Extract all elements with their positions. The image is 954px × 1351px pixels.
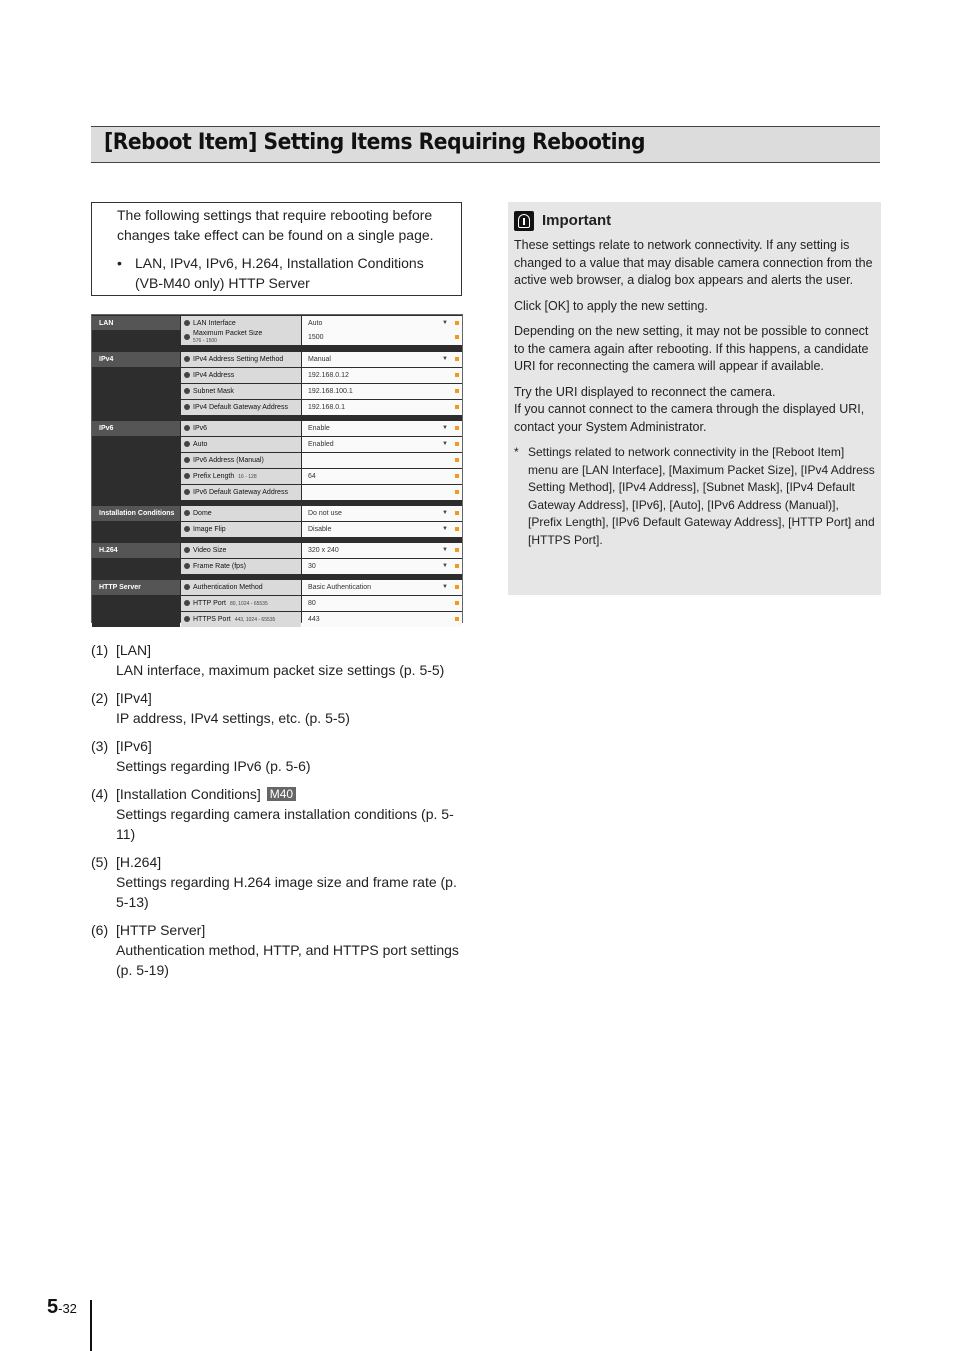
reboot-required-icon [455, 357, 459, 361]
important-header [514, 211, 611, 231]
list-item-description: Settings regarding IPv6 (p. 5-6) [116, 758, 311, 774]
reboot-required-icon [455, 527, 459, 531]
expand-knob-icon[interactable] [184, 441, 190, 447]
important-paragraph: These settings relate to network connectivity. If any setting is changed to a value that may disable camera connection from the active web browser, a dialog box appears and alerts the user. [514, 238, 873, 287]
intro-text: The following settings that require rebooting before changes take effect can be found on a single page. [117, 207, 434, 243]
settings-value: 80 [308, 600, 316, 607]
expand-knob-icon[interactable] [184, 425, 190, 431]
settings-value: Auto [308, 320, 323, 327]
list-item [91, 736, 471, 776]
settings-row [92, 421, 462, 436]
settings-label [181, 352, 301, 367]
settings-label-text: Maximum Packet Size [193, 330, 263, 337]
expand-knob-icon[interactable] [184, 489, 190, 495]
list-item-head [91, 736, 471, 756]
important-box [508, 202, 881, 595]
expand-knob-icon[interactable] [184, 547, 190, 553]
reboot-required-icon [455, 442, 459, 446]
list-item-head [91, 784, 471, 804]
list-item [91, 920, 471, 980]
intro-bullet [117, 253, 447, 293]
expand-knob-icon[interactable] [184, 404, 190, 410]
settings-value: 64 [308, 473, 316, 480]
list-item [91, 852, 471, 912]
settings-category: H.264 [92, 543, 180, 558]
settings-row [92, 559, 462, 574]
dropdown-arrow-icon[interactable]: ▼ [442, 584, 448, 590]
settings-row [92, 352, 462, 367]
page-number [47, 1296, 77, 1319]
list-item-title-text: [LAN] [116, 642, 152, 658]
settings-label [181, 330, 301, 345]
list-item-title-text: [HTTP Server] [116, 922, 206, 938]
settings-label-text: Subnet Mask [193, 388, 234, 395]
expand-knob-icon[interactable] [184, 510, 190, 516]
expand-knob-icon[interactable] [184, 526, 190, 532]
settings-category [92, 469, 180, 484]
reboot-required-icon [455, 601, 459, 605]
settings-value: Basic Authentication [308, 584, 372, 591]
settings-value: 320 x 240 [308, 547, 339, 554]
settings-row [92, 316, 462, 331]
list-item-title [116, 640, 151, 660]
settings-category [92, 559, 180, 574]
important-note [514, 444, 876, 549]
settings-screenshot [91, 314, 463, 623]
settings-select[interactable] [302, 437, 462, 452]
important-icon [514, 211, 534, 231]
important-paragraph: If you cannot connect to the camera through the displayed URI, contact your System Administrator. [514, 402, 865, 434]
settings-value: Do not use [308, 510, 342, 517]
settings-label-text: IPv4 Default Gateway Address [193, 404, 288, 411]
intro-bullet-text: LAN, IPv4, IPv6, H.264, Installation Conditions (VB-M40 only) HTTP Server [135, 255, 424, 291]
settings-label [181, 400, 301, 415]
settings-row [92, 612, 462, 627]
settings-range: 16 - 128 [238, 474, 257, 480]
dropdown-arrow-icon[interactable]: ▼ [442, 510, 448, 516]
settings-category [92, 437, 180, 452]
settings-label-text: IPv6 Address (Manual) [193, 457, 264, 464]
dropdown-arrow-icon[interactable]: ▼ [442, 526, 448, 532]
settings-category: IPv6 [92, 421, 180, 436]
settings-label [181, 596, 301, 611]
page-suffix: -32 [58, 1301, 77, 1316]
settings-range: 443, 1024 - 65535 [234, 617, 276, 623]
settings-label-text: Dome [193, 510, 212, 517]
reboot-required-icon [455, 511, 459, 515]
list-item-head [91, 640, 471, 660]
important-title: Important [542, 212, 612, 230]
list-item-head [91, 920, 471, 940]
settings-label-text: Prefix Length [193, 473, 235, 480]
list-item-title [116, 688, 152, 708]
settings-category: IPv4 [92, 352, 180, 367]
list-item [91, 784, 471, 844]
model-badge: M40 [267, 787, 296, 801]
settings-label [181, 316, 301, 331]
reboot-required-icon [455, 585, 459, 589]
dropdown-arrow-icon[interactable]: ▼ [442, 547, 448, 553]
reboot-required-icon [455, 564, 459, 568]
settings-value: 30 [308, 563, 316, 570]
settings-category [92, 368, 180, 383]
list-item-description: IP address, IPv4 settings, etc. (p. 5-5) [116, 710, 350, 726]
settings-label-text: Image Flip [193, 526, 226, 533]
settings-label-text: Authentication Method [193, 584, 263, 591]
reboot-required-icon [455, 335, 459, 339]
settings-row [92, 437, 462, 452]
settings-category [92, 384, 180, 399]
dropdown-arrow-icon[interactable]: ▼ [442, 320, 448, 326]
settings-value: 192.168.0.1 [308, 404, 345, 411]
important-paragraph: Click [OK] to apply the new setting. [514, 298, 708, 313]
settings-label-text: HTTPS Port [193, 616, 231, 623]
important-body [514, 237, 876, 549]
list-item-head [91, 852, 471, 872]
settings-value: Manual [308, 356, 331, 363]
settings-input[interactable] [302, 384, 462, 399]
settings-category [92, 453, 180, 468]
settings-label [181, 522, 301, 537]
expand-knob-icon[interactable] [184, 584, 190, 590]
note-asterisk: * [514, 445, 519, 459]
important-paragraph: Depending on the new setting, it may not be possible to connect to the camera again after rebooting. If this happens, a candidate URI for reconnecting the camera will appear if available. [514, 324, 869, 373]
settings-row [92, 368, 462, 383]
settings-value: 192.168.100.1 [308, 388, 353, 395]
reboot-required-icon [455, 548, 459, 552]
settings-select[interactable] [302, 316, 462, 331]
list-item-title [116, 920, 205, 940]
expand-knob-icon[interactable] [184, 457, 190, 463]
expand-knob-icon[interactable] [184, 372, 190, 378]
settings-input[interactable] [302, 400, 462, 415]
settings-label-text: Frame Rate (fps) [193, 563, 246, 570]
settings-category [92, 612, 180, 627]
settings-row [92, 384, 462, 399]
settings-select[interactable] [302, 580, 462, 595]
settings-row [92, 330, 462, 345]
settings-label-text: Video Size [193, 547, 227, 554]
dropdown-arrow-icon[interactable]: ▼ [442, 563, 448, 569]
settings-input[interactable] [302, 485, 462, 500]
list-item-number: (4) [91, 786, 109, 802]
list-item-number: (5) [91, 854, 109, 870]
settings-label [181, 506, 301, 521]
list-item-description: Authentication method, HTTP, and HTTPS port settings (p. 5-19) [116, 942, 459, 978]
reboot-required-icon [455, 321, 459, 325]
reboot-required-icon [455, 474, 459, 478]
reboot-required-icon [455, 426, 459, 430]
list-item-number: (1) [91, 642, 109, 658]
settings-label-text: IPv6 [193, 425, 208, 432]
settings-row [92, 506, 462, 521]
settings-category: LAN [92, 316, 180, 331]
expand-knob-icon[interactable] [184, 388, 190, 394]
list-item-number: (3) [91, 738, 109, 754]
page-title: [Reboot Item] Setting Items Requiring Rebooting [104, 130, 646, 155]
settings-input[interactable] [302, 330, 462, 345]
settings-value: Enabled [308, 441, 334, 448]
settings-row [92, 596, 462, 611]
settings-value: Disable [308, 526, 332, 533]
settings-label-text: IPv6 Default Gateway Address [193, 489, 288, 496]
settings-category: HTTP Server [92, 580, 180, 595]
settings-label [181, 559, 301, 574]
list-item [91, 640, 471, 680]
expand-knob-icon[interactable] [184, 356, 190, 362]
expand-knob-icon[interactable] [184, 320, 190, 326]
settings-select[interactable] [302, 522, 462, 537]
list-item-number: (2) [91, 690, 109, 706]
settings-label [181, 469, 301, 484]
settings-select[interactable] [302, 421, 462, 436]
list-item-title [116, 852, 161, 872]
settings-label [181, 612, 301, 627]
settings-label [181, 580, 301, 595]
list-item-head [91, 688, 471, 708]
settings-label-text: Auto [193, 441, 208, 448]
settings-input[interactable] [302, 368, 462, 383]
expand-knob-icon[interactable] [184, 616, 190, 622]
bullet-dot: • [117, 255, 122, 271]
reboot-required-icon [455, 458, 459, 462]
reboot-required-icon [455, 373, 459, 377]
settings-label [181, 453, 301, 468]
settings-row [92, 400, 462, 415]
settings-input[interactable] [302, 596, 462, 611]
settings-label-text: IPv4 Address Setting Method [193, 356, 284, 363]
settings-input[interactable] [302, 469, 462, 484]
settings-row [92, 453, 462, 468]
settings-category [92, 596, 180, 611]
settings-input[interactable] [302, 453, 462, 468]
settings-range: 576 - 1500 [193, 338, 217, 344]
list-item-title [116, 784, 296, 804]
list-item-title-text: [IPv4] [116, 690, 152, 706]
settings-value: 192.168.0.12 [308, 372, 349, 379]
important-note-text: Settings related to network connectivity in the [Reboot Item] menu are [LAN Interface], [Maximum Packet Size], [IPv4 Address Setting Method], [IPv4 Address], [Subnet Mask], [IPv4 Default Gateway Address], [IPv6], [Auto], [IPv6 Address (Manual)], [Prefix Length], [IPv6 Default Gateway Address], [HTTP Port] and [HTTPS Port]. [528, 445, 875, 547]
settings-row [92, 485, 462, 500]
settings-value: Enable [308, 425, 330, 432]
settings-range: 80, 1024 - 65535 [229, 601, 268, 607]
reboot-required-icon [455, 389, 459, 393]
expand-knob-icon[interactable] [184, 334, 190, 340]
settings-label-text: LAN Interface [193, 320, 236, 327]
dropdown-arrow-icon[interactable]: ▼ [442, 441, 448, 447]
list-item-title [116, 736, 152, 756]
settings-select[interactable] [302, 506, 462, 521]
dropdown-arrow-icon[interactable]: ▼ [442, 425, 448, 431]
settings-category [92, 485, 180, 500]
settings-label [181, 384, 301, 399]
list-item-description: Settings regarding H.264 image size and frame rate (p. 5-13) [116, 874, 457, 910]
settings-label-text: IPv4 Address [193, 372, 235, 379]
settings-value: 443 [308, 616, 320, 623]
list-item-description: Settings regarding camera installation conditions (p. 5-11) [116, 806, 454, 842]
settings-label [181, 437, 301, 452]
expand-knob-icon[interactable] [184, 473, 190, 479]
reboot-required-icon [455, 405, 459, 409]
settings-category [92, 400, 180, 415]
important-paragraph: Try the URI displayed to reconnect the camera. [514, 384, 776, 399]
settings-select[interactable] [302, 543, 462, 558]
reboot-required-icon [455, 490, 459, 494]
list-item-number: (6) [91, 922, 109, 938]
settings-row [92, 580, 462, 595]
settings-label [181, 421, 301, 436]
list-item-title-text: [Installation Conditions] [116, 786, 261, 802]
settings-label [181, 485, 301, 500]
expand-knob-icon[interactable] [184, 563, 190, 569]
settings-category [92, 522, 180, 537]
settings-label [181, 543, 301, 558]
expand-knob-icon[interactable] [184, 600, 190, 606]
settings-select[interactable] [302, 559, 462, 574]
settings-row [92, 469, 462, 484]
settings-value: 1500 [308, 334, 324, 341]
reboot-required-icon [455, 617, 459, 621]
title-bar [91, 126, 880, 163]
list-item-description: LAN interface, maximum packet size settings (p. 5-5) [116, 662, 445, 678]
settings-select[interactable] [302, 352, 462, 367]
settings-input[interactable] [302, 612, 462, 627]
page-rule [90, 1300, 92, 1351]
settings-category: Installation Conditions [92, 506, 180, 521]
intro-box [91, 202, 462, 296]
settings-category [92, 330, 180, 345]
dropdown-arrow-icon[interactable]: ▼ [442, 356, 448, 362]
list-item [91, 688, 471, 728]
chapter-number: 5 [47, 1296, 59, 1318]
settings-row [92, 543, 462, 558]
settings-label-text: HTTP Port [193, 600, 226, 607]
settings-label [181, 368, 301, 383]
list-item-title-text: [H.264] [116, 854, 162, 870]
numbered-list [91, 640, 471, 988]
settings-row [92, 522, 462, 537]
list-item-title-text: [IPv6] [116, 738, 152, 754]
